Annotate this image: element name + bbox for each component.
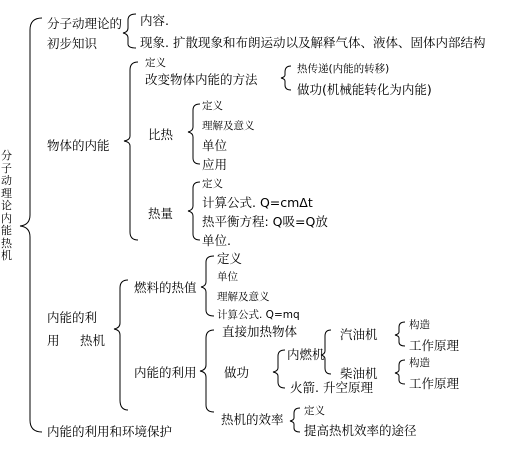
diesel-engine: 柴油机	[340, 366, 378, 381]
section1-title: 分子动理论的初步知识	[47, 16, 123, 51]
section3-title-line2: 用	[47, 333, 60, 348]
heat-definition: 定义	[202, 178, 223, 190]
heat-unit: 单位.	[202, 233, 231, 248]
section2-title: 物体的内能	[47, 138, 110, 153]
heat-bracket	[188, 182, 200, 240]
method-work: 做功(机械能转化为内能)	[297, 82, 432, 97]
fuel-bracket	[201, 256, 214, 316]
internal-combustion-engine: 内燃机	[287, 347, 325, 362]
section1-item-phenomena: 现象. 扩散现象和布朗运动以及解释气体、液体、固体内部结构	[140, 35, 486, 50]
section3-title-line1: 内能的利	[47, 310, 98, 325]
efficiency-improvement: 提高热机效率的途径	[304, 423, 417, 438]
root-title: 分子动理论 内能热机	[1, 149, 12, 262]
direct-heating: 直接加热物体	[222, 324, 298, 339]
section1-title-line	[47, 14, 125, 54]
root-bracket	[20, 18, 42, 432]
methods-bracket	[281, 66, 291, 90]
gasoline-principle: 工作原理	[409, 338, 460, 353]
fuel-meaning: 理解及意义	[217, 291, 270, 303]
specific-heat-meaning: 理解及意义	[202, 120, 255, 132]
section4-title: 内能的利用和环境保护	[47, 424, 173, 439]
gasoline-bracket	[395, 322, 405, 346]
fuel-definition: 定义	[217, 251, 243, 266]
section1-item-content: 内容.	[140, 13, 169, 28]
diesel-bracket	[395, 360, 405, 384]
fuel-unit: 单位	[217, 271, 238, 283]
section3-bracket	[114, 280, 128, 410]
fuel-formula: 计算公式. Q=mq	[217, 309, 300, 321]
specific-heat-unit: 单位	[202, 138, 228, 153]
specific-heat-title: 比热	[148, 127, 174, 142]
diesel-structure: 构造	[409, 357, 430, 369]
diesel-principle: 工作原理	[409, 376, 460, 391]
heat-balance-equation: 热平衡方程: Q吸=Q放	[202, 214, 328, 229]
specific-heat-bracket	[188, 104, 200, 164]
specific-heat-application: 应用	[202, 157, 228, 172]
usage-bracket	[200, 330, 214, 412]
usage-title: 内能的利用	[134, 365, 197, 380]
section3-title-line3: 热机	[80, 333, 106, 348]
gasoline-structure: 构造	[409, 319, 430, 331]
section2-bracket	[124, 62, 138, 240]
heat-title: 热量	[148, 206, 174, 221]
efficiency-bracket	[290, 408, 300, 432]
change-methods-title: 改变物体内能的方法	[145, 72, 258, 87]
work-bracket	[273, 350, 285, 388]
work-title: 做功	[224, 365, 250, 380]
rocket-principle: 火箭. 升空原理	[290, 380, 373, 395]
fuel-heat-value-title: 燃料的热值	[134, 280, 197, 295]
method-heat-transfer: 热传递(内能的转移)	[297, 63, 390, 75]
specific-heat-definition: 定义	[202, 100, 223, 112]
efficiency-title: 热机的效率	[221, 412, 284, 427]
gasoline-engine: 汽油机	[340, 327, 378, 342]
efficiency-definition: 定义	[304, 405, 325, 417]
heat-formula: 计算公式. Q=cmΔt	[202, 195, 313, 210]
internal-energy-definition: 定义	[145, 57, 166, 69]
